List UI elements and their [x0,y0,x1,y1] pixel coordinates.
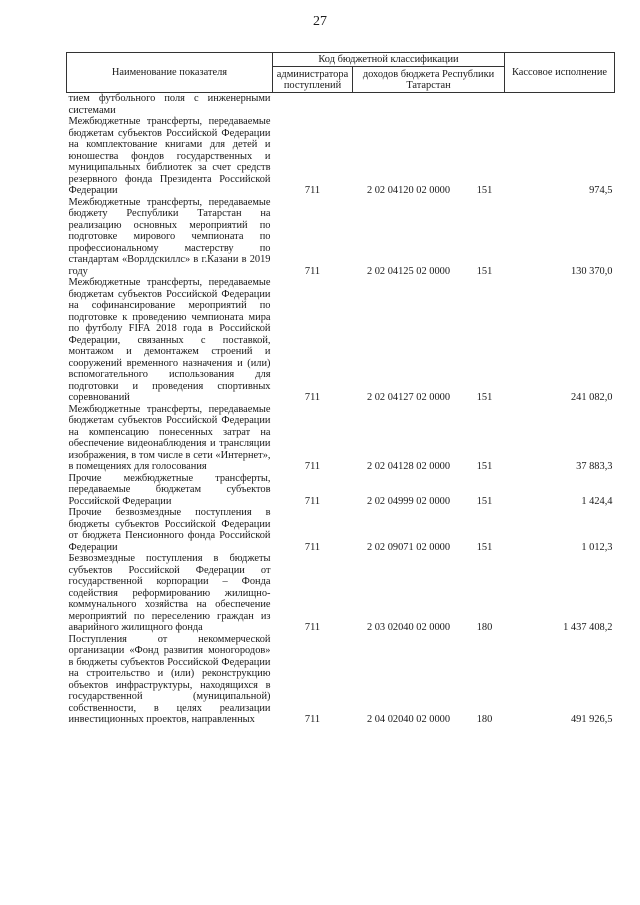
header-kbk: Код бюджетной классификации [273,53,505,67]
row-income-code: 2 02 04999 02 0000 [366,495,451,507]
row-name: Межбюджетные трансферты, передаваемые бюджету Республики Татарстан на реализацию основных мероприятий по подготовке мирового чемпионата по профессиональному мастерству по стандартам «Ворлдскиллс» в г.Казани в 2019 году [68,196,271,277]
table-row [67,553,615,634]
table-row [67,116,615,197]
table-row [67,634,615,726]
row-name: Поступления от некоммерческой организации «Фонд развития моногородов» в бюджеты субъектов Российской Федерации на строительство и (или) реконструкцию объектов инфраструктуры, находящихся в государственной (муниципальной) собственности, в целях реализации инвестиционных проектов, направленных [68,633,271,725]
budget-table [66,52,615,726]
row-amount: 241 082,0 [570,392,613,403]
header-indicator: Наименование показателя [67,53,273,93]
table-row [67,197,615,278]
row-income-code: 2 03 02040 02 0000 [366,622,451,633]
row-name: Межбюджетные трансферты, передаваемые бюджетам субъектов Российской Федерации на софинансирование мероприятий по подготовке к проведению чемпионата мира по футболу FIFA 2018 года в Российской Федерации, связанных с поставкой, монтажом и демонтажем строений и сооружений временного назначения и (или) вспомогательного использования для подготовки и проведения спортивных соревнований [68,277,271,403]
row-income-type: 151 [476,495,493,507]
table-row [67,507,615,553]
row-name: Прочие безвозмездные поступления в бюджеты субъектов Российской Федерации от бюджета Пенсионного фонда Российской Федерации [68,507,271,553]
row-amount: 1 012,3 [581,541,613,553]
row-income-code [353,93,465,117]
row-admin-code: 711 [304,714,321,725]
row-income-code: 2 02 04125 02 0000 [366,265,451,277]
page-number: 27 [313,14,327,29]
table-row [67,473,615,508]
row-income-type: 151 [476,265,493,277]
row-income-code: 2 02 04128 02 0000 [366,461,451,472]
row-name: тием футбольного поля с инженерными системами [68,93,271,116]
row-income-type: 151 [476,461,493,472]
table-body [67,93,615,726]
row-income-code: 2 02 04120 02 0000 [366,185,451,196]
row-income-type: 151 [476,185,493,196]
table-row [67,277,615,404]
row-amount: 1 437 408,2 [563,622,613,633]
table-header [67,53,615,93]
row-name: Безвозмездные поступления в бюджеты субъектов Российской Федерации от государственной корпорации – Фонда содействия реформированию жилищно-коммунального хозяйства на обеспечение мероприятий по переселению граждан из аварийного жилищного фонда [68,553,271,633]
row-income-type: 151 [476,541,493,553]
row-name: Межбюджетные трансферты, передаваемые бюджетам субъектов Российской Федерации на комплектование книгами для детей и юношества фондов государственных и муниципальных библиотек за счет средств резервного фонда Президента Российской Федерации [68,116,271,196]
row-amount: 974,5 [589,185,613,196]
header-income: доходов бюджета Республики Татарстан [353,67,505,93]
row-admin-code: 711 [304,392,321,403]
row-income-code: 2 04 02040 02 0000 [366,714,451,725]
row-income-code: 2 02 04127 02 0000 [366,392,451,403]
row-admin-code: 711 [304,461,321,472]
row-admin-code: 711 [304,495,321,507]
row-amount [505,93,615,117]
row-income-code: 2 02 09071 02 0000 [366,541,451,553]
row-admin-code: 711 [304,622,321,633]
row-admin-code [273,93,353,117]
header-admin: администратора поступлений [273,67,353,93]
header-cash: Кассовое исполнение [505,53,615,93]
row-income-type: 180 [476,714,493,725]
row-amount: 1 424,4 [581,495,613,507]
row-name: Межбюджетные трансферты, передаваемые бюджетам субъектов Российской Федерации на компенсацию понесенных затрат на обеспечение видеонаблюдения и трансляции изображения, в том числе в сети «Интернет», в помещениях для голосования [68,403,271,472]
row-income-type: 180 [476,622,493,633]
row-admin-code: 711 [304,541,321,553]
row-admin-code: 711 [304,185,321,196]
table-row [67,404,615,473]
row-name: Прочие межбюджетные трансферты, передаваемые бюджетам субъектов Российской Федерации [68,472,271,507]
row-amount: 130 370,0 [570,265,613,277]
row-amount: 491 926,5 [570,714,613,725]
row-income-type [465,93,505,117]
row-admin-code: 711 [304,265,321,277]
table-row [67,93,615,117]
row-amount: 37 883,3 [576,461,613,472]
row-income-type: 151 [476,392,493,403]
